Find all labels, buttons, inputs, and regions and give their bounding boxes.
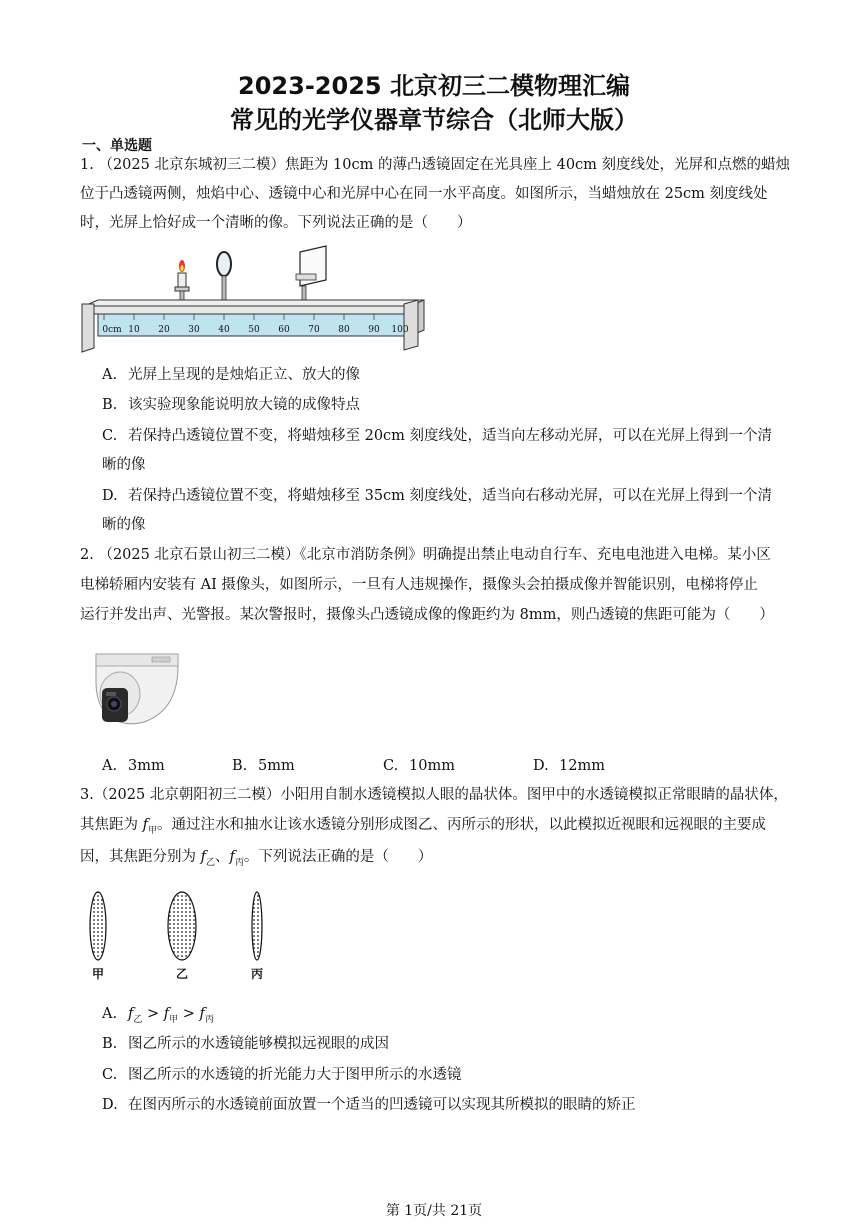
q3-option-d: D. 在图丙所示的水透镜前面放置一个适当的凹透镜可以实现其所模拟的眼睛的矫正 — [102, 1097, 636, 1113]
optical-bench-figure — [78, 244, 430, 356]
q1-option-a: A. 光屏上呈现的是烛焰正立、放大的像 — [102, 367, 360, 383]
question-3-line-2: 其焦距为 $f_甲$。通过注水和抽水让该水透镜分别形成图乙、丙所示的形状，以此模拟近视眼和远视眼的主要成 — [80, 817, 766, 836]
camera-icon — [96, 654, 178, 724]
q2-option-b: B. 5mm — [232, 758, 295, 774]
q3-option-a: A. $f_乙 > f_甲 > f_丙$ — [102, 1006, 214, 1025]
lens-label-yi: 乙 — [175, 967, 189, 981]
q1-option-d-cont: 晰的像 — [102, 517, 146, 533]
convex-lens-icon — [217, 252, 231, 305]
page-footer: 第 1页/共 21页 — [385, 1203, 483, 1219]
question-2-line-3: 运行并发出声、光警报。某次警报时，摄像头凸透镜成像的像距约为 8mm，则凸透镜的焦距可能为（ ） — [80, 607, 774, 623]
ruler-label: 10 — [128, 325, 140, 335]
q3-option-b: B. 图乙所示的水透镜能够模拟远视眼的成因 — [102, 1036, 389, 1052]
candle-icon — [175, 260, 189, 305]
section-heading: 一、单选题 — [82, 138, 152, 154]
ruler-label: 50 — [248, 325, 260, 335]
ai-camera-figure — [92, 648, 184, 730]
ruler-label: 0cm — [102, 325, 122, 335]
ruler-label: 20 — [158, 325, 170, 335]
q2-option-c: C. 10mm — [383, 758, 455, 774]
page-title: 2023-2025 北京初三二模物理汇编 — [238, 72, 630, 100]
lens-bing-icon — [252, 892, 262, 960]
question-3-line-1: 3.（2025 北京朝阳初三二模）小阳用自制水透镜模拟人眼的晶状体。图甲中的水透镜模拟正常眼睛的晶状体， — [80, 787, 788, 803]
ruler-label: 30 — [188, 325, 200, 335]
light-screen-icon — [296, 246, 326, 305]
q2-option-d: D. 12mm — [533, 758, 605, 774]
q1-option-c-cont: 晰的像 — [102, 457, 146, 473]
page-subtitle: 常见的光学仪器章节综合（北师大版） — [230, 106, 638, 134]
question-2-line-2: 电梯轿厢内安装有 AI 摄像头，如图所示，一旦有人违规操作，摄像头会拍摄成像并智能识别，电梯将停止 — [80, 577, 758, 593]
q2-option-a: A. 3mm — [102, 758, 165, 774]
q3-option-c: C. 图乙所示的水透镜的折光能力大于图甲所示的水透镜 — [102, 1067, 462, 1083]
lens-label-bing: 丙 — [250, 967, 264, 981]
lens-label-jia: 甲 — [91, 967, 105, 981]
lens-yi-icon — [168, 892, 196, 960]
q1-option-c: C. 若保持凸透镜位置不变，将蜡烛移至 20cm 刻度线处，适当向左移动光屏，可以在光屏上得到一个清 — [102, 428, 773, 444]
question-2-line-1: 2. （2025 北京石景山初三二模）《北京市消防条例》明确提出禁止电动自行车、充电电池进入电梯。某小区 — [80, 547, 771, 563]
ruler-label: 40 — [218, 325, 230, 335]
ruler-label: 60 — [278, 325, 290, 335]
water-lens-figure — [84, 886, 274, 982]
question-1-line-1: 1. （2025 北京东城初三二模）焦距为 10cm 的薄凸透镜固定在光具座上 40cm 刻度线处，光屏和点燃的蜡烛 — [80, 157, 791, 173]
question-1-line-2: 位于凸透镜两侧，烛焰中心、透镜中心和光屏中心在同一水平高度。如图所示，当蜡烛放在 25cm 刻度线处 — [80, 186, 768, 202]
ruler-label: 90 — [368, 325, 380, 335]
question-3-line-3: 因，其焦距分别为 $f_乙$、$f_丙$。下列说法正确的是（ ） — [80, 849, 433, 868]
ruler-label: 100 — [391, 325, 409, 335]
ruler-label: 70 — [308, 325, 320, 335]
q1-option-d: D. 若保持凸透镜位置不变，将蜡烛移至 35cm 刻度线处，适当向右移动光屏，可以在光屏上得到一个清 — [102, 488, 773, 504]
question-1-line-3: 时，光屏上恰好成一个清晰的像。下列说法正确的是（ ） — [80, 215, 472, 231]
ruler-label: 80 — [338, 325, 350, 335]
lens-jia-icon — [90, 892, 106, 960]
q1-option-b: B. 该实验现象能说明放大镜的成像特点 — [102, 397, 360, 413]
